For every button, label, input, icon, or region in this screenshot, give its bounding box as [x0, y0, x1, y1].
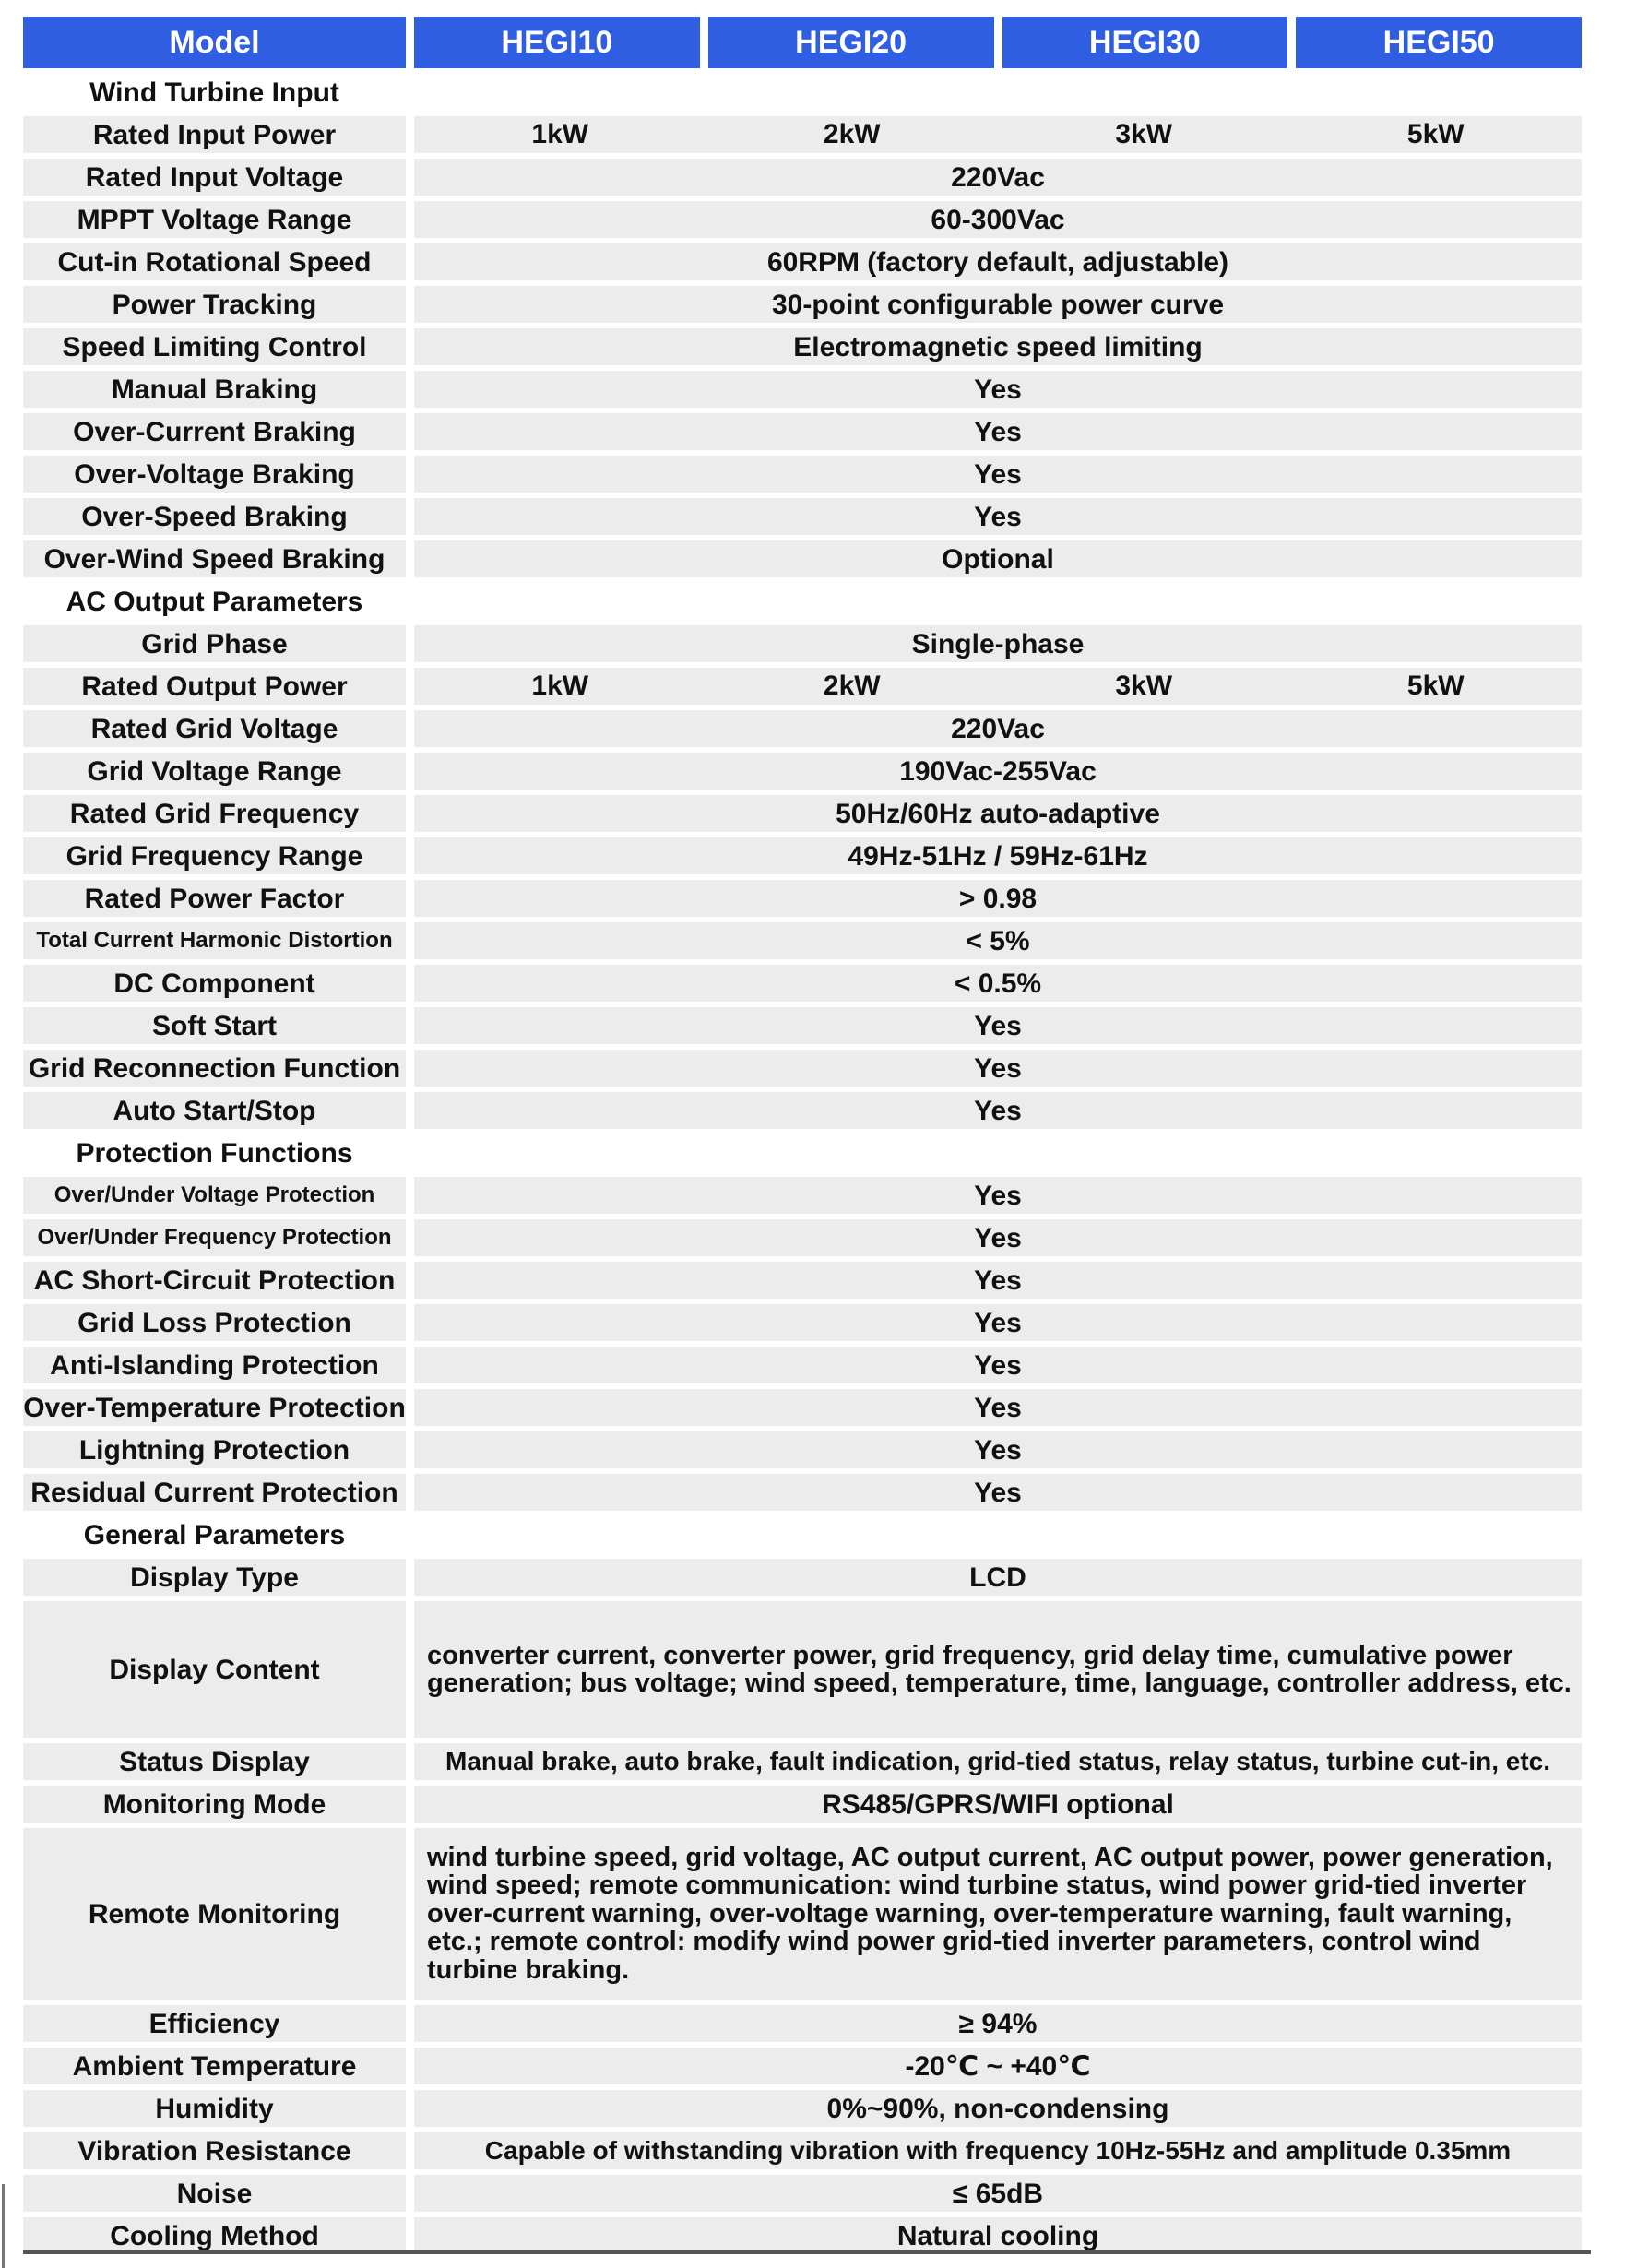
row-value: Single-phase [414, 625, 1582, 662]
table-row [23, 710, 1582, 747]
table-row [23, 2175, 1582, 2212]
table-row [23, 2005, 1582, 2042]
row-value: 0%~90%, non-condensing [414, 2090, 1582, 2127]
table-row [23, 880, 1582, 917]
header-model: Model [23, 17, 406, 68]
table-row [23, 2090, 1582, 2127]
row-value: 220Vac [414, 710, 1582, 747]
row-label: AC Short-Circuit Protection [23, 1262, 406, 1299]
table-row [23, 1007, 1582, 1044]
table-row [23, 1828, 1582, 2000]
row-label: Vibration Resistance [23, 2132, 406, 2169]
table-row [23, 1559, 1582, 1596]
row-label: Soft Start [23, 1007, 406, 1044]
header-model-hegi50: HEGI50 [1296, 17, 1582, 68]
row-value: 49Hz-51Hz / 59Hz-61Hz [414, 837, 1582, 874]
row-label: Over/Under Voltage Protection [23, 1177, 406, 1214]
row-label: Power Tracking [23, 286, 406, 323]
row-value: ≥ 94% [414, 2005, 1582, 2042]
table-row [23, 2048, 1582, 2084]
table-row [23, 498, 1582, 535]
section-general [23, 1516, 1582, 1553]
value-hegi50: 5kW [1406, 671, 1465, 701]
row-label: Monitoring Mode [23, 1786, 406, 1823]
row-label: Humidity [23, 2090, 406, 2127]
section-wind-turbine-input [23, 74, 1582, 111]
table-row [23, 328, 1582, 365]
table-row [23, 243, 1582, 280]
row-value: Yes [414, 1092, 1582, 1129]
row-value: 220Vac [414, 159, 1582, 196]
table-row [23, 1050, 1582, 1087]
per-model-values [414, 668, 1582, 705]
row-label: Grid Loss Protection [23, 1304, 406, 1341]
table-row [23, 2132, 1582, 2169]
section-title: General Parameters [83, 1519, 346, 1550]
row-label: Ambient Temperature [23, 2048, 406, 2084]
bottom-divider [23, 2250, 1591, 2254]
table-row [23, 1786, 1582, 1823]
row-label: Grid Reconnection Function [23, 1050, 406, 1087]
row-label: Remote Monitoring [23, 1828, 406, 2000]
table-row [23, 1743, 1582, 1780]
row-label: Rated Input Voltage [23, 159, 406, 196]
row-label: Lightning Protection [23, 1431, 406, 1468]
row-value: Yes [414, 1050, 1582, 1087]
table-row [23, 1177, 1582, 1214]
table-row [23, 1262, 1582, 1299]
row-label: Rated Input Power [23, 116, 406, 153]
per-model-values [414, 116, 1582, 153]
row-value: -20℃ ~ +40℃ [414, 2048, 1582, 2084]
table-row [23, 2217, 1582, 2254]
table-row [23, 1601, 1582, 1738]
spec-table [23, 17, 1582, 2254]
value-hegi30: 3kW [1115, 119, 1173, 149]
row-value: Natural cooling [414, 2217, 1582, 2254]
row-value: 60RPM (factory default, adjustable) [414, 243, 1582, 280]
row-value: < 5% [414, 922, 1582, 959]
row-value: 60-300Vac [414, 201, 1582, 238]
row-label: Efficiency [23, 2005, 406, 2042]
row-value: Yes [414, 498, 1582, 535]
value-hegi10: 1kW [531, 119, 589, 149]
row-value: 30-point configurable power curve [414, 286, 1582, 323]
row-value: Optional [414, 540, 1582, 577]
row-label: Noise [23, 2175, 406, 2212]
row-value: Yes [414, 1177, 1582, 1214]
table-row [23, 540, 1582, 577]
section-title: AC Output Parameters [65, 586, 363, 617]
row-value: Yes [414, 1431, 1582, 1468]
row-label: Grid Phase [23, 625, 406, 662]
row-label: Over-Speed Braking [23, 498, 406, 535]
row-label: Display Content [23, 1601, 406, 1738]
table-row [23, 922, 1582, 959]
row-value: Yes [414, 1262, 1582, 1299]
row-label: MPPT Voltage Range [23, 201, 406, 238]
table-row [23, 795, 1582, 832]
row-label: Over/Under Frequency Protection [23, 1219, 406, 1256]
row-label: Speed Limiting Control [23, 328, 406, 365]
table-row [23, 413, 1582, 450]
row-value: > 0.98 [414, 880, 1582, 917]
table-row [23, 1389, 1582, 1426]
table-row [23, 286, 1582, 323]
table-header [23, 17, 1582, 68]
table-row [23, 456, 1582, 493]
row-label: Rated Power Factor [23, 880, 406, 917]
row-value: Yes [414, 1474, 1582, 1511]
value-hegi30: 3kW [1115, 671, 1173, 701]
row-label: Residual Current Protection [23, 1474, 406, 1511]
table-row [23, 1092, 1582, 1129]
header-model-hegi10: HEGI10 [414, 17, 700, 68]
table-row [23, 159, 1582, 196]
row-value: Electromagnetic speed limiting [414, 328, 1582, 365]
row-value: LCD [414, 1559, 1582, 1596]
row-label: Display Type [23, 1559, 406, 1596]
row-label: Rated Grid Voltage [23, 710, 406, 747]
row-label: Cut-in Rotational Speed [23, 243, 406, 280]
row-value: Yes [414, 371, 1582, 408]
section-title: Protection Functions [76, 1137, 353, 1169]
row-value: Capable of withstanding vibration with frequency 10Hz-55Hz and amplitude 0.35mm [414, 2132, 1582, 2169]
row-label: Auto Start/Stop [23, 1092, 406, 1129]
row-value: Yes [414, 1389, 1582, 1426]
left-edge-line [2, 2184, 5, 2268]
row-value: Yes [414, 1304, 1582, 1341]
row-label: Status Display [23, 1743, 406, 1780]
table-row [23, 1474, 1582, 1511]
value-hegi10: 1kW [531, 671, 589, 701]
table-row [23, 1219, 1582, 1256]
section-title: Wind Turbine Input [89, 77, 339, 108]
row-value: Yes [414, 456, 1582, 493]
table-row [23, 201, 1582, 238]
row-label: Over-Wind Speed Braking [23, 540, 406, 577]
table-row [23, 625, 1582, 662]
section-protection [23, 1134, 1582, 1171]
row-label: Anti-Islanding Protection [23, 1347, 406, 1383]
header-model-hegi30: HEGI30 [1002, 17, 1288, 68]
row-label: Rated Grid Frequency [23, 795, 406, 832]
row-label: Manual Braking [23, 371, 406, 408]
table-row [23, 116, 1582, 153]
row-value: wind turbine speed, grid voltage, AC output current, AC output power, power generation, wind speed; remote communication: wind turbine status, wind power grid-tied inverter over-current warning, over-voltage warning, over-temperature warning, fault warning, etc.; remote control: modify wind power grid-tied inverter parameters, control wind turbine braking. [414, 1828, 1582, 2000]
table-row [23, 753, 1582, 790]
row-value: Yes [414, 1219, 1582, 1256]
value-hegi50: 5kW [1406, 119, 1465, 149]
row-value: Yes [414, 1007, 1582, 1044]
value-hegi20: 2kW [823, 671, 881, 701]
table-row [23, 371, 1582, 408]
row-label: Grid Frequency Range [23, 837, 406, 874]
row-value: ≤ 65dB [414, 2175, 1582, 2212]
row-value: Manual brake, auto brake, fault indication, grid-tied status, relay status, turbine cut-in, etc. [414, 1743, 1582, 1780]
row-label: Over-Voltage Braking [23, 456, 406, 493]
section-ac-output [23, 583, 1582, 620]
row-label: Total Current Harmonic Distortion [23, 922, 406, 959]
row-value: converter current, converter power, grid frequency, grid delay time, cumulative power generation; bus voltage; wind speed, temperature, time, language, controller address, etc. [414, 1601, 1582, 1738]
value-hegi20: 2kW [823, 119, 881, 149]
table-row [23, 965, 1582, 1002]
row-label: Cooling Method [23, 2217, 406, 2254]
row-value: 50Hz/60Hz auto-adaptive [414, 795, 1582, 832]
row-label: DC Component [23, 965, 406, 1002]
row-value: Yes [414, 413, 1582, 450]
table-row [23, 837, 1582, 874]
row-value: RS485/GPRS/WIFI optional [414, 1786, 1582, 1823]
table-row [23, 1304, 1582, 1341]
table-row [23, 1431, 1582, 1468]
row-label: Rated Output Power [23, 668, 406, 705]
row-label: Over-Temperature Protection [23, 1389, 406, 1426]
row-value: 190Vac-255Vac [414, 753, 1582, 790]
row-label: Grid Voltage Range [23, 753, 406, 790]
table-row [23, 1347, 1582, 1383]
table-row [23, 668, 1582, 705]
row-value: Yes [414, 1347, 1582, 1383]
row-label: Over-Current Braking [23, 413, 406, 450]
header-model-hegi20: HEGI20 [708, 17, 994, 68]
row-value: < 0.5% [414, 965, 1582, 1002]
